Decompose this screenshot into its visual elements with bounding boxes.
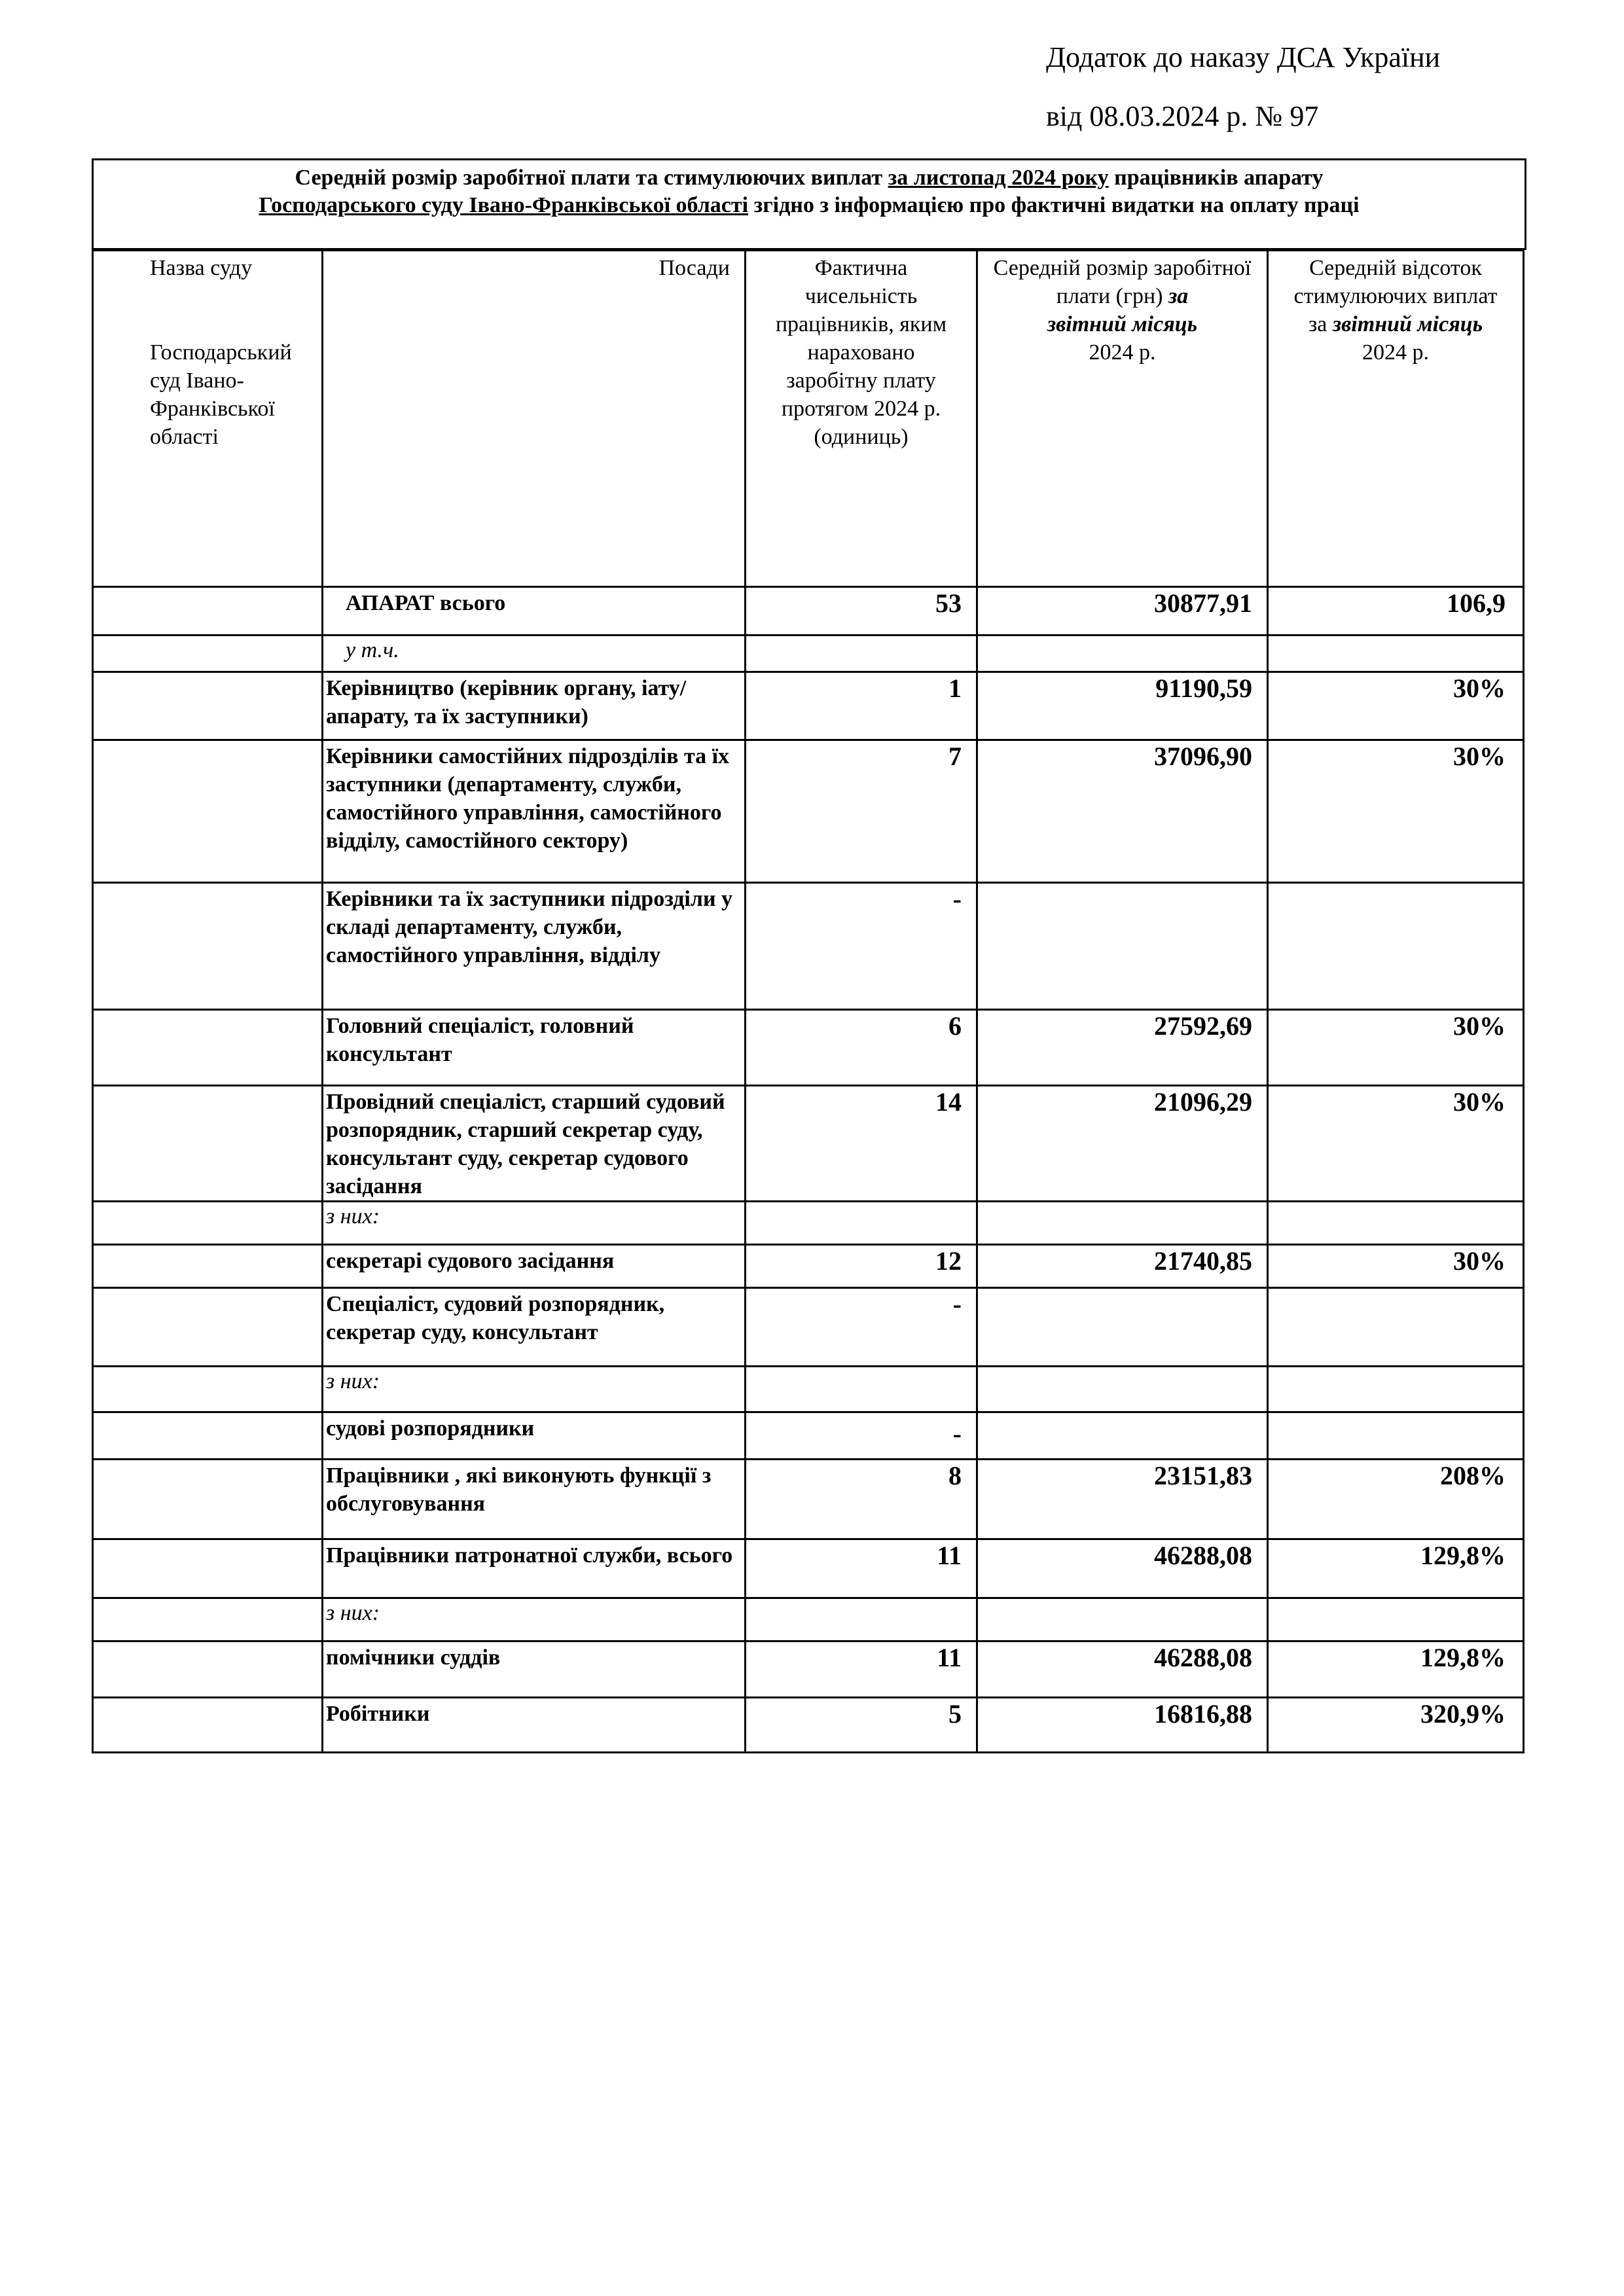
- row-bonus: 320,9%: [1268, 1698, 1524, 1753]
- bonus-header-year: 2024 р.: [1362, 340, 1429, 365]
- row-salary: 27592,69: [977, 1010, 1268, 1086]
- table-row: [93, 1698, 1524, 1753]
- table-row: [93, 636, 1524, 672]
- row-label: з них:: [323, 1598, 746, 1641]
- appendix-line: Додаток до наказу ДСА України: [1046, 41, 1441, 73]
- court-name-value: Господарський суд Івано-Франківської області: [150, 340, 292, 449]
- table-row: [93, 672, 1524, 740]
- row-count: 11: [746, 1641, 977, 1698]
- salary-column-header: [977, 251, 1268, 587]
- count-column-header: [746, 251, 977, 587]
- row-count: 14: [746, 1086, 977, 1202]
- count-header-text: Фактична чисельність працівників, яким нараховано заробітну плату протягом 2024 р. (одиниць): [775, 256, 947, 449]
- table-row: [93, 1460, 1524, 1539]
- row-label: Робітники: [323, 1698, 746, 1753]
- row-salary: 21740,85: [977, 1245, 1268, 1288]
- row-label: з них:: [323, 1367, 746, 1412]
- bonus-header-month: звітний місяць: [1332, 312, 1483, 336]
- title-part-1: Середній розмір заробітної плати та стимулюючих виплат: [295, 166, 888, 190]
- salary-header-month: звітний місяць: [1047, 312, 1198, 336]
- salary-table: [92, 249, 1525, 1753]
- row-bonus: 129,8%: [1268, 1641, 1524, 1698]
- row-salary: 30877,91: [977, 587, 1268, 636]
- table-row: [93, 1598, 1524, 1641]
- row-label: Спеціаліст, судовий розпорядник, секретар суду, консультант: [323, 1288, 746, 1367]
- salary-header-text: Середній розмір заробітної плати (грн): [993, 256, 1252, 308]
- row-label: АПАРАТ всього: [323, 587, 746, 636]
- row-label: Керівники та їх заступники підрозділи у складі департаменту, служби, самостійного управління, відділу: [323, 883, 746, 1010]
- table-row: [93, 1202, 1524, 1245]
- row-bonus: 106,9: [1268, 587, 1524, 636]
- positions-column-header: Посади: [323, 251, 746, 587]
- row-bonus: 30%: [1268, 1010, 1524, 1086]
- row-bonus: 30%: [1268, 740, 1524, 883]
- row-salary: 37096,90: [977, 740, 1268, 883]
- bonus-column-header: [1268, 251, 1524, 587]
- table-row: [93, 587, 1524, 636]
- table-row: [93, 1086, 1524, 1202]
- row-count: 5: [746, 1698, 977, 1753]
- table-row: [93, 740, 1524, 883]
- court-header-label: Назва суду: [150, 256, 253, 280]
- row-count: 12: [746, 1245, 977, 1288]
- table-row: [93, 1641, 1524, 1698]
- row-count: 7: [746, 740, 977, 883]
- row-salary: 23151,83: [977, 1460, 1268, 1539]
- row-label: Працівники патронатної служби, всього: [323, 1539, 746, 1598]
- row-count: -: [746, 1412, 977, 1460]
- row-count: 6: [746, 1010, 977, 1086]
- title-part-5: згідно з інформацією про фактичні видатки на оплату праці: [748, 193, 1360, 217]
- row-label: у т.ч.: [323, 636, 746, 672]
- title-period: за листопад 2024 року: [888, 166, 1109, 190]
- order-date-line: від 08.03.2024 р. № 97: [1046, 100, 1319, 132]
- row-label: секретарі судового засідання: [323, 1245, 746, 1288]
- table-row: [93, 1367, 1524, 1412]
- row-label: Керівники самостійних підрозділів та їх заступники (департаменту, служби, самостійного управління, самостійного відділу, самостійного сектору): [323, 740, 746, 883]
- title-part-3: працівників апарату: [1108, 166, 1324, 190]
- row-label: з них:: [323, 1202, 746, 1245]
- row-count: 11: [746, 1539, 977, 1598]
- salary-header-year: 2024 р.: [1089, 340, 1156, 365]
- row-salary: [977, 883, 1268, 1010]
- table-row: [93, 883, 1524, 1010]
- row-label: Працівники , які виконують функції з обслуговування: [323, 1460, 746, 1539]
- title-court: Господарського суду Івано-Франківської області: [259, 193, 749, 217]
- row-bonus: [1268, 883, 1524, 1010]
- row-label: Провідний спеціаліст, старший судовий розпорядник, старший секретар суду, консультант суду, секретар судового засідання: [323, 1086, 746, 1202]
- table-row: [93, 1412, 1524, 1460]
- row-bonus: 129,8%: [1268, 1539, 1524, 1598]
- table-header-row: [93, 251, 1524, 587]
- table-row: [93, 1539, 1524, 1598]
- row-count: -: [746, 883, 977, 1010]
- row-bonus: 30%: [1268, 1086, 1524, 1202]
- salary-header-za: за: [1168, 284, 1189, 308]
- table-row: [93, 1245, 1524, 1288]
- row-salary: 46288,08: [977, 1539, 1268, 1598]
- row-salary: [977, 1288, 1268, 1367]
- court-column-header: [93, 251, 323, 587]
- row-salary: 16816,88: [977, 1698, 1268, 1753]
- row-bonus: [1268, 1288, 1524, 1367]
- row-count: -: [746, 1288, 977, 1367]
- row-label: Керівництво (керівник органу, іату/апарату, та їх заступники): [323, 672, 746, 740]
- row-label: Головний спеціаліст, головний консультант: [323, 1010, 746, 1086]
- row-count: 1: [746, 672, 977, 740]
- table-row: [93, 1288, 1524, 1367]
- table-row: [93, 1010, 1524, 1086]
- row-bonus: 208%: [1268, 1460, 1524, 1539]
- row-label: судові розпорядники: [323, 1412, 746, 1460]
- row-salary: 46288,08: [977, 1641, 1268, 1698]
- row-salary: [977, 1412, 1268, 1460]
- row-bonus: [1268, 1412, 1524, 1460]
- row-count: 8: [746, 1460, 977, 1539]
- row-salary: 21096,29: [977, 1086, 1268, 1202]
- document-title: [92, 158, 1526, 250]
- row-bonus: 30%: [1268, 1245, 1524, 1288]
- bonus-header-text: Середній відсоток стимулюючих виплат за: [1293, 256, 1498, 336]
- row-count: 53: [746, 587, 977, 636]
- row-bonus: 30%: [1268, 672, 1524, 740]
- row-salary: 91190,59: [977, 672, 1268, 740]
- row-label: помічники суддів: [323, 1641, 746, 1698]
